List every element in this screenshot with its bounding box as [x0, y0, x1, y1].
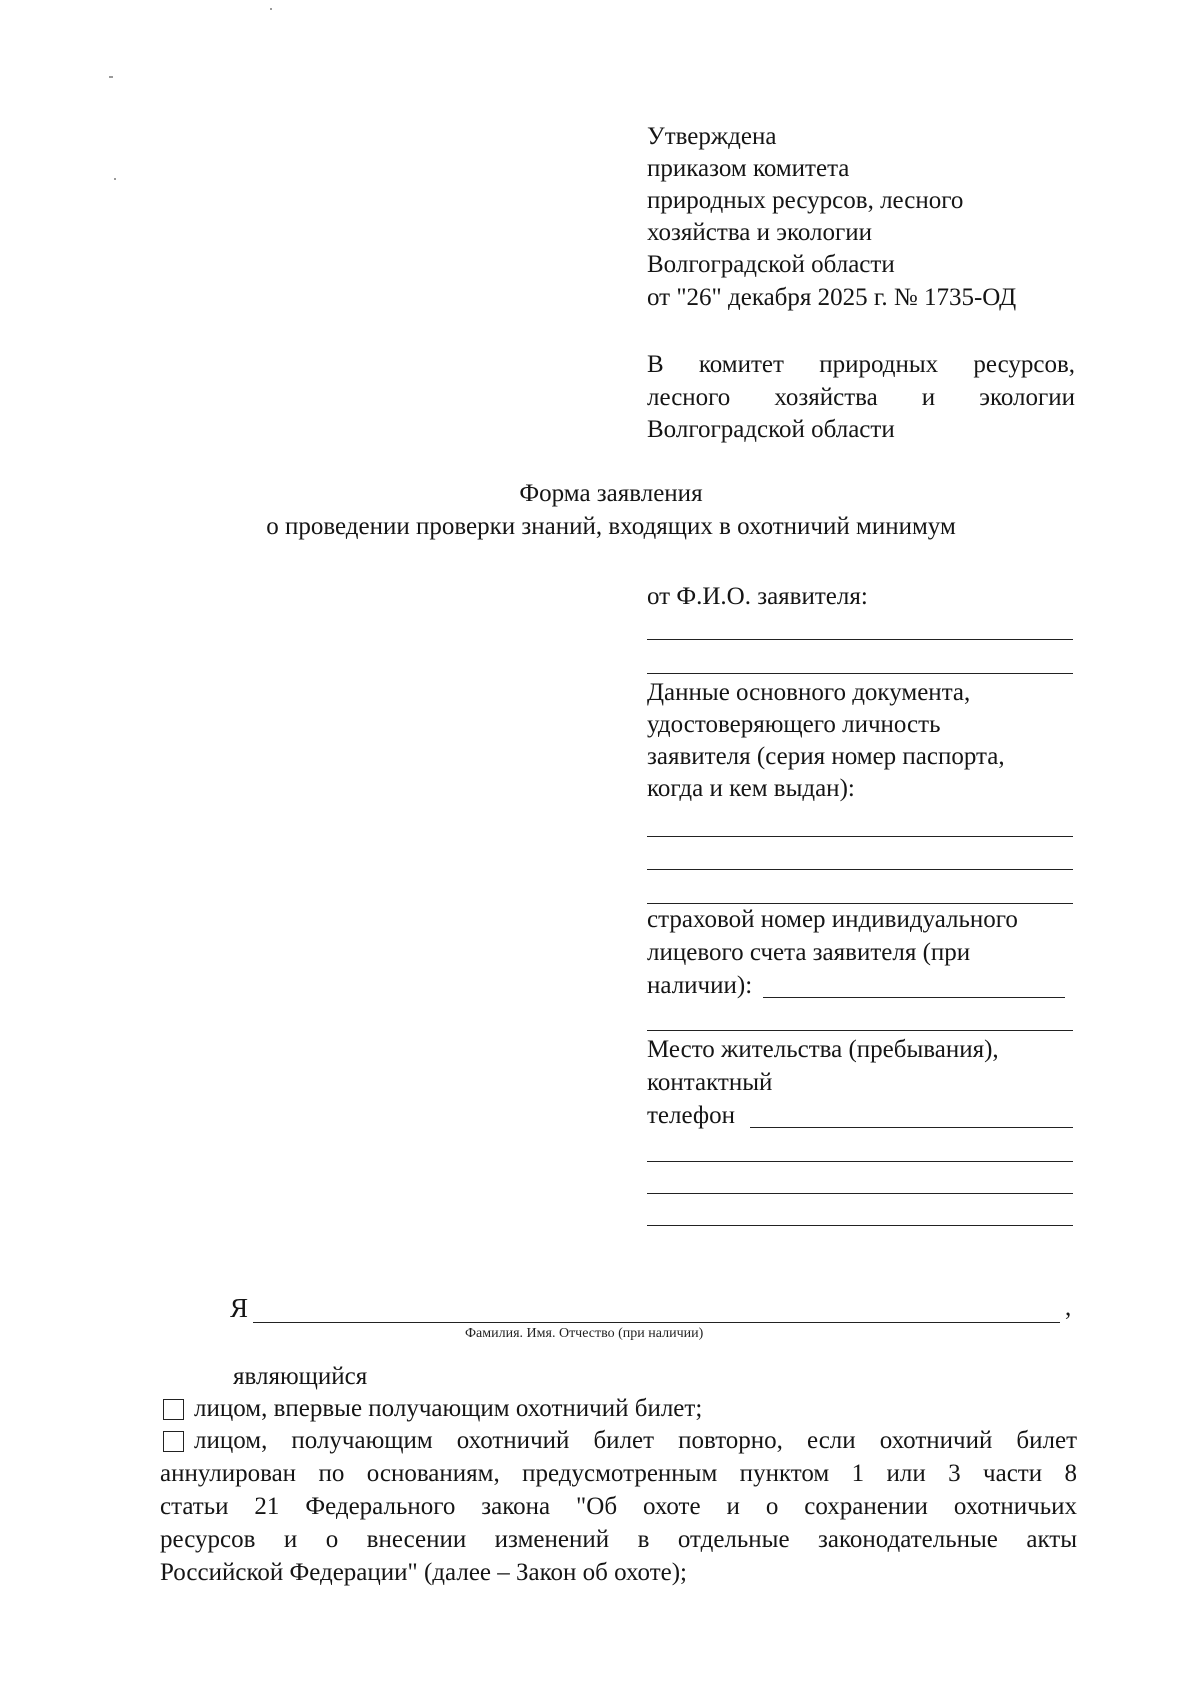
residence-label-line: телефон	[647, 1102, 735, 1129]
approval-order-line: от "26" декабря 2025 г. № 1735-ОД	[647, 284, 1017, 311]
residence-label-line: контактный	[647, 1069, 773, 1096]
statement-name-line[interactable]	[253, 1322, 1060, 1323]
applicant-name-line-1[interactable]	[647, 639, 1073, 640]
option-first-checkbox[interactable]	[163, 1399, 184, 1420]
option-repeat-line: ресурсов и о внесении изменений в отдельные законодательные акты	[160, 1526, 1077, 1553]
identity-document-label-line: заявителя (серия номер паспорта,	[647, 743, 1005, 770]
name-caption: Фамилия. Имя. Отчество (при наличии)	[465, 1326, 704, 1341]
residence-line-2[interactable]	[647, 1193, 1073, 1194]
form-title: Форма заявления	[519, 480, 703, 507]
approval-line: Утверждена	[647, 123, 777, 150]
residence-label-line: Место жительства (пребывания),	[647, 1036, 999, 1063]
approval-line: природных ресурсов, лесного	[647, 187, 964, 214]
identity-document-line-3[interactable]	[647, 903, 1073, 904]
option-repeat-line: статьи 21 Федерального закона "Об охоте и о сохранении охотничьих	[160, 1493, 1077, 1520]
snils-label-line: страховой номер индивидуального	[647, 906, 1018, 933]
option-first-label: лицом, впервые получающим охотничий билет;	[194, 1395, 703, 1422]
addressee-line: лесного хозяйства и экологии	[647, 384, 1075, 411]
scan-speck	[270, 8, 272, 10]
addressee-line: Волгоградской области	[647, 416, 895, 443]
option-repeat-line: аннулирован по основаниям, предусмотренным пунктом 1 или 3 части 8	[160, 1460, 1077, 1487]
identity-document-label-line: удостоверяющего личность	[647, 711, 941, 738]
approval-line: Волгоградской области	[647, 251, 895, 278]
applicant-from-label: от Ф.И.О. заявителя:	[647, 583, 868, 610]
scan-speck	[109, 76, 113, 78]
form-subtitle: о проведении проверки знаний, входящих в охотничий минимум	[266, 513, 956, 540]
residence-line-1[interactable]	[647, 1161, 1073, 1162]
identity-document-line-1[interactable]	[647, 836, 1073, 837]
residence-line-3[interactable]	[647, 1225, 1073, 1226]
option-repeat-line: лицом, получающим охотничий билет повторно, если охотничий билет	[194, 1427, 1077, 1454]
phone-field-line[interactable]	[750, 1127, 1073, 1128]
statement-being: являющийся	[233, 1363, 368, 1390]
approval-line: хозяйства и экологии	[647, 219, 873, 246]
identity-document-label-line: когда и кем выдан):	[647, 775, 855, 802]
snils-extra-line[interactable]	[647, 1030, 1073, 1031]
addressee-line: В комитет природных ресурсов,	[647, 351, 1075, 378]
statement-comma: ,	[1065, 1294, 1072, 1321]
snils-label-line: наличии):	[647, 972, 753, 999]
option-repeat-line: Российской Федерации" (далее – Закон об охоте);	[160, 1559, 687, 1586]
applicant-name-line-2[interactable]	[647, 673, 1073, 674]
option-repeat-checkbox[interactable]	[163, 1431, 184, 1452]
snils-label-line: лицевого счета заявителя (при	[647, 939, 971, 966]
statement-i-label: Я	[230, 1293, 249, 1323]
identity-document-label-line: Данные основного документа,	[647, 679, 971, 706]
snils-field-line[interactable]	[763, 997, 1065, 998]
approval-line: приказом комитета	[647, 155, 850, 182]
identity-document-line-2[interactable]	[647, 869, 1073, 870]
scan-speck	[114, 178, 116, 180]
